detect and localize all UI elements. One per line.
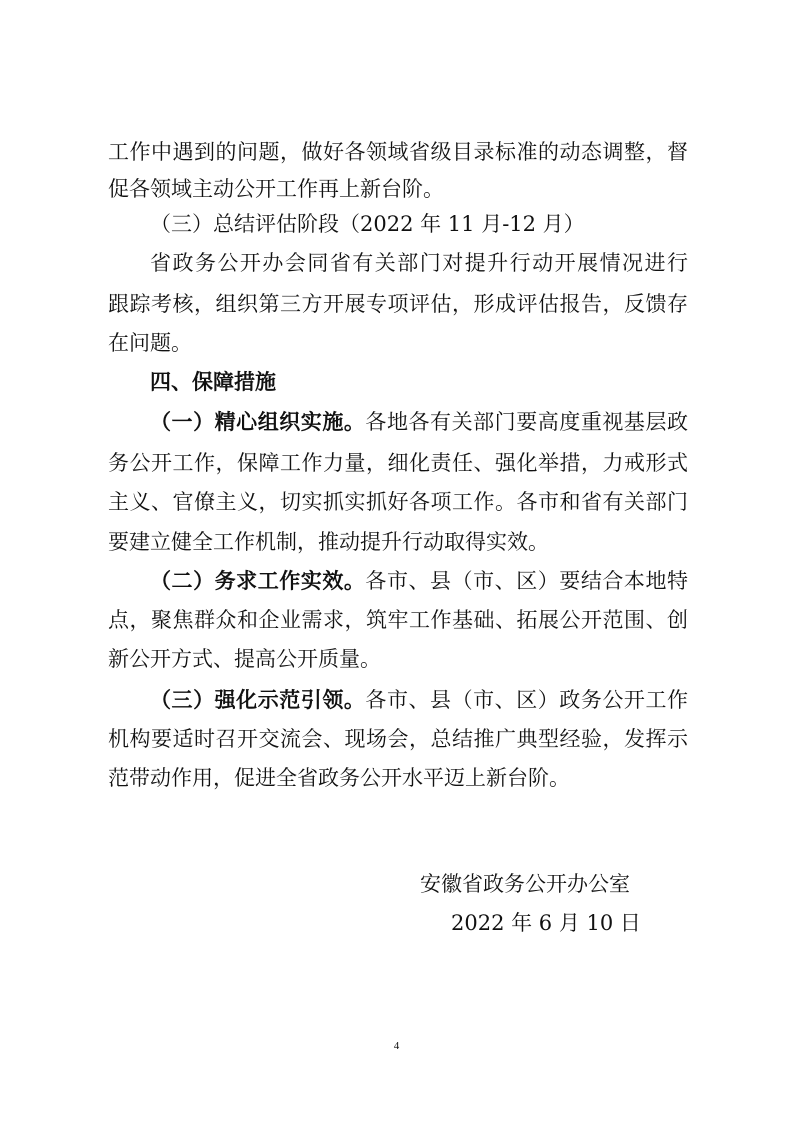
- paragraph-line: 跟踪考核，组织第三方开展专项评估，形成评估报告，反馈存: [108, 292, 688, 316]
- section-heading: 四、保障措施: [150, 370, 276, 394]
- measure-lead: （三）强化示范引领。: [150, 688, 366, 712]
- measure-text: 各市、县（市、区）要结合本地特: [365, 569, 689, 593]
- paragraph-line: 点，聚焦群众和企业需求，筑牢工作基础、拓展公开范围、创: [108, 608, 688, 632]
- signature-organization: 安徽省政务公开办公室: [420, 872, 630, 896]
- paragraph-line: 主义、官僚主义，切实抓实抓好各项工作。各市和省有关部门: [108, 490, 688, 514]
- measure-text: 各市、县（市、区）政务公开工作: [365, 688, 689, 712]
- measure-lead: （一）精心组织实施。: [150, 410, 366, 434]
- measure-first-line: [150, 410, 688, 434]
- measure-first-line: [150, 569, 688, 593]
- measure-text: 各地各有关部门要高度重视基层政: [365, 410, 689, 434]
- measure-lead: （二）务求工作实效。: [150, 569, 366, 593]
- paragraph-line: 促各领域主动公开工作再上新台阶。: [108, 177, 444, 201]
- page-number: 4: [393, 1040, 400, 1052]
- paragraph-line: 机构要适时召开交流会、现场会，总结推广典型经验，发挥示: [108, 727, 688, 751]
- paragraph-line: 工作中遇到的问题，做好各领域省级目录标准的动态调整，督: [108, 140, 688, 164]
- paragraph-line: 新公开方式、提高公开质量。: [108, 647, 381, 671]
- paragraph-line: 省政务公开办会同省有关部门对提升行动开展情况进行: [150, 251, 688, 275]
- paragraph-line: 务公开工作，保障工作力量，细化责任、强化举措，力戒形式: [108, 451, 688, 475]
- stage-heading: （三）总结评估阶段（2022 年 11 月-12 月）: [150, 212, 585, 236]
- paragraph-line: 要建立健全工作机制，推动提升行动取得实效。: [108, 530, 549, 554]
- measure-first-line: [150, 688, 688, 712]
- paragraph-line: 在问题。: [108, 331, 192, 355]
- paragraph-line: 范带动作用，促进全省政务公开水平迈上新台阶。: [108, 766, 570, 790]
- signature-date: 2022 年 6 月 10 日: [451, 911, 641, 935]
